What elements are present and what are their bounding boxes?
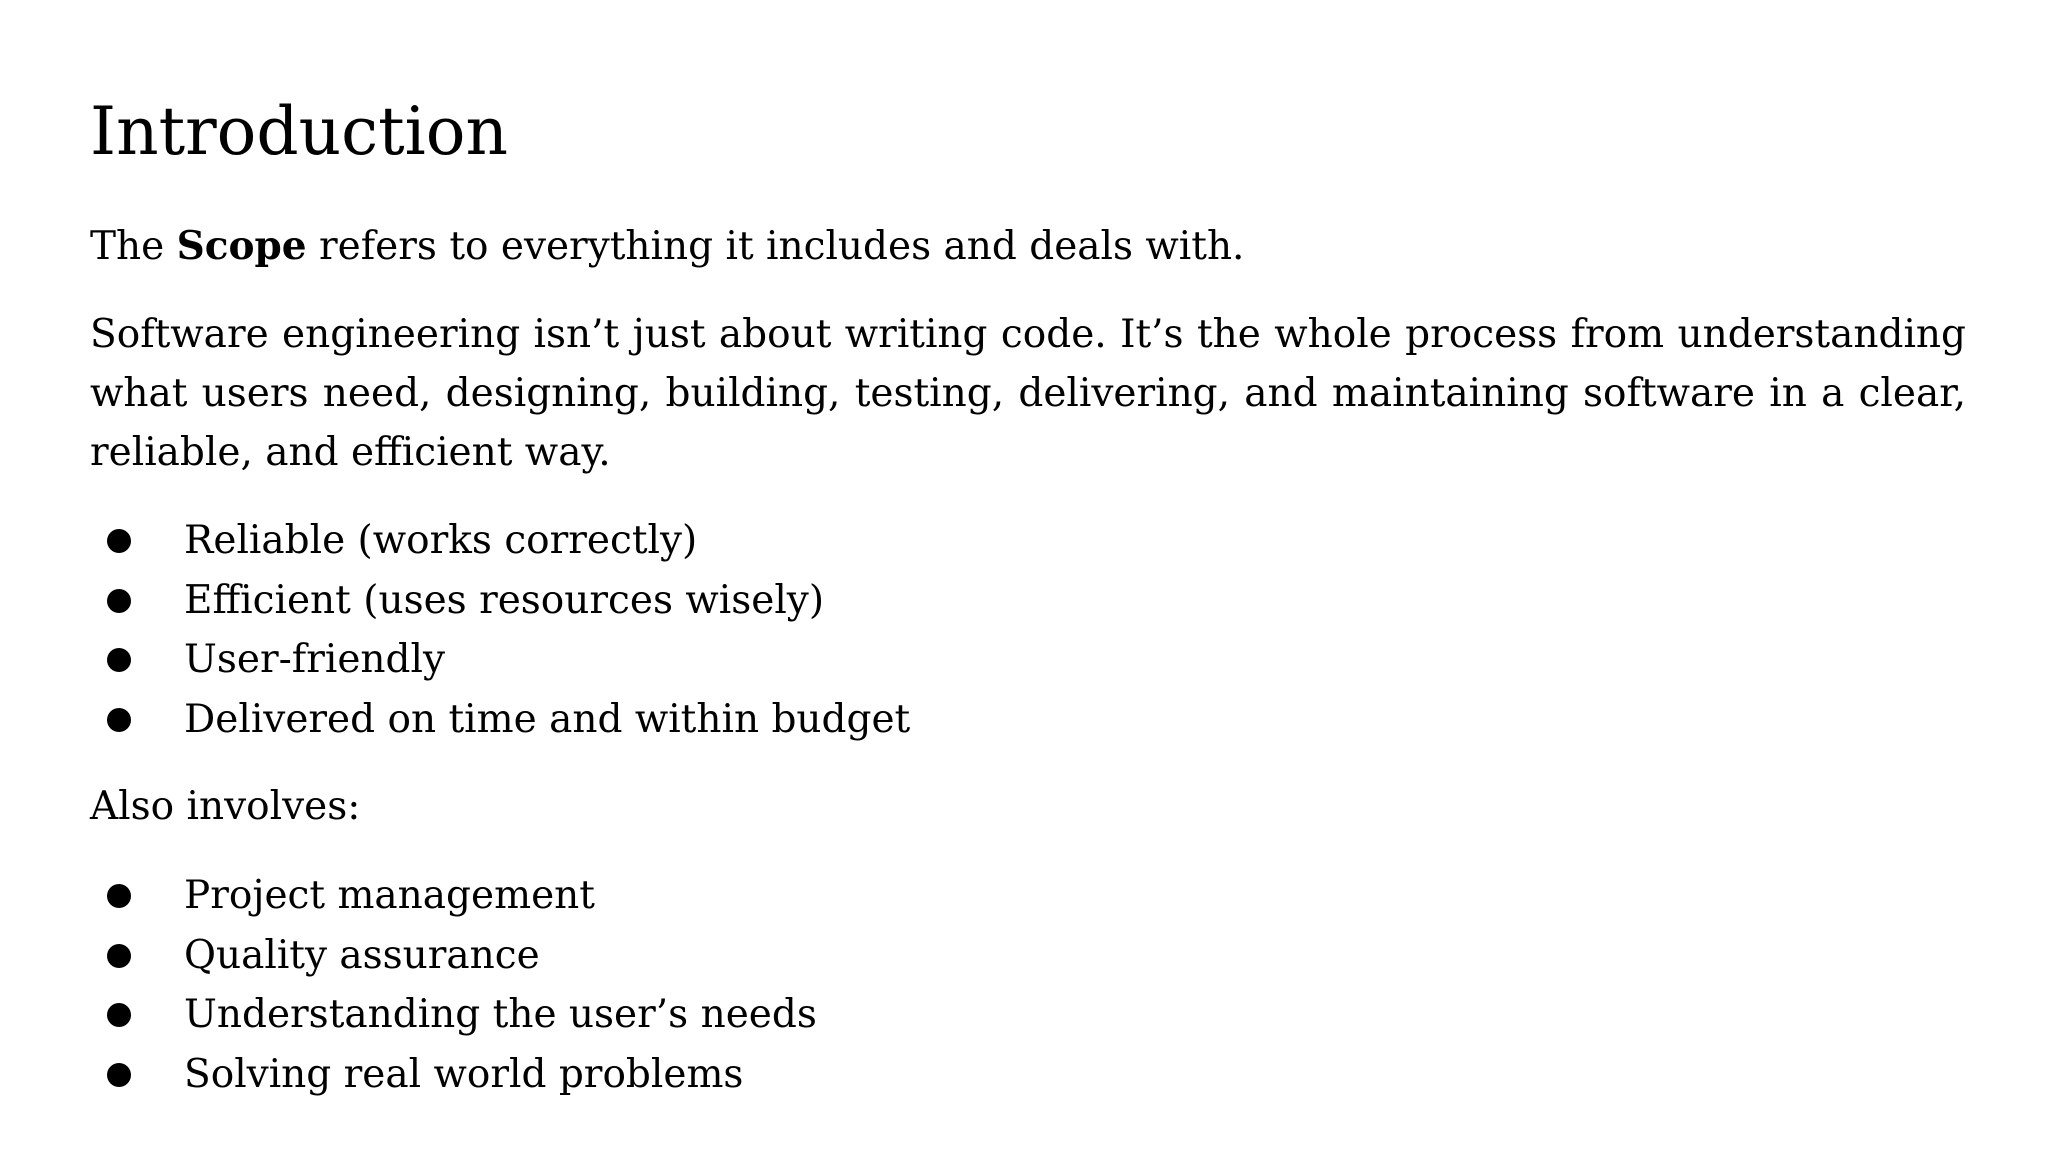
list-item-text: Understanding the user’s needs [184, 992, 817, 1037]
scope-prefix: The [90, 224, 177, 269]
list-item-text: Reliable (works correctly) [184, 518, 698, 563]
bullet-icon [107, 589, 131, 613]
scope-paragraph [90, 217, 1244, 276]
list-item-text: User-friendly [184, 637, 446, 682]
bullet-icon [107, 529, 131, 553]
bullet-icon [107, 944, 131, 968]
list-item-text: Solving real world problems [184, 1051, 744, 1097]
bullet-icon [107, 884, 131, 908]
page-title: Introduction [90, 93, 508, 170]
bullet-icon [107, 1063, 131, 1087]
bullet-icon [107, 708, 131, 732]
body-paragraph: Software engineering isn’t just about writing code. It’s the whole process from understanding what users need, designing, building, testing, delivering, and maintaining software in a clear, reliable, and efficient way. [90, 312, 1966, 475]
also-involves-label: Also involves: [90, 784, 361, 829]
list-item-text: Project management [184, 873, 595, 918]
list-item-text: Delivered on time and within budget [184, 696, 911, 742]
scope-bold-term: Scope [176, 223, 307, 269]
list-item-text: Quality assurance [184, 932, 540, 978]
bullet-icon [107, 648, 131, 672]
scope-suffix: refers to everything it includes and deals with. [306, 224, 1245, 269]
list-item-text: Efficient (uses resources wisely) [184, 577, 825, 623]
bullet-icon [107, 1003, 131, 1027]
